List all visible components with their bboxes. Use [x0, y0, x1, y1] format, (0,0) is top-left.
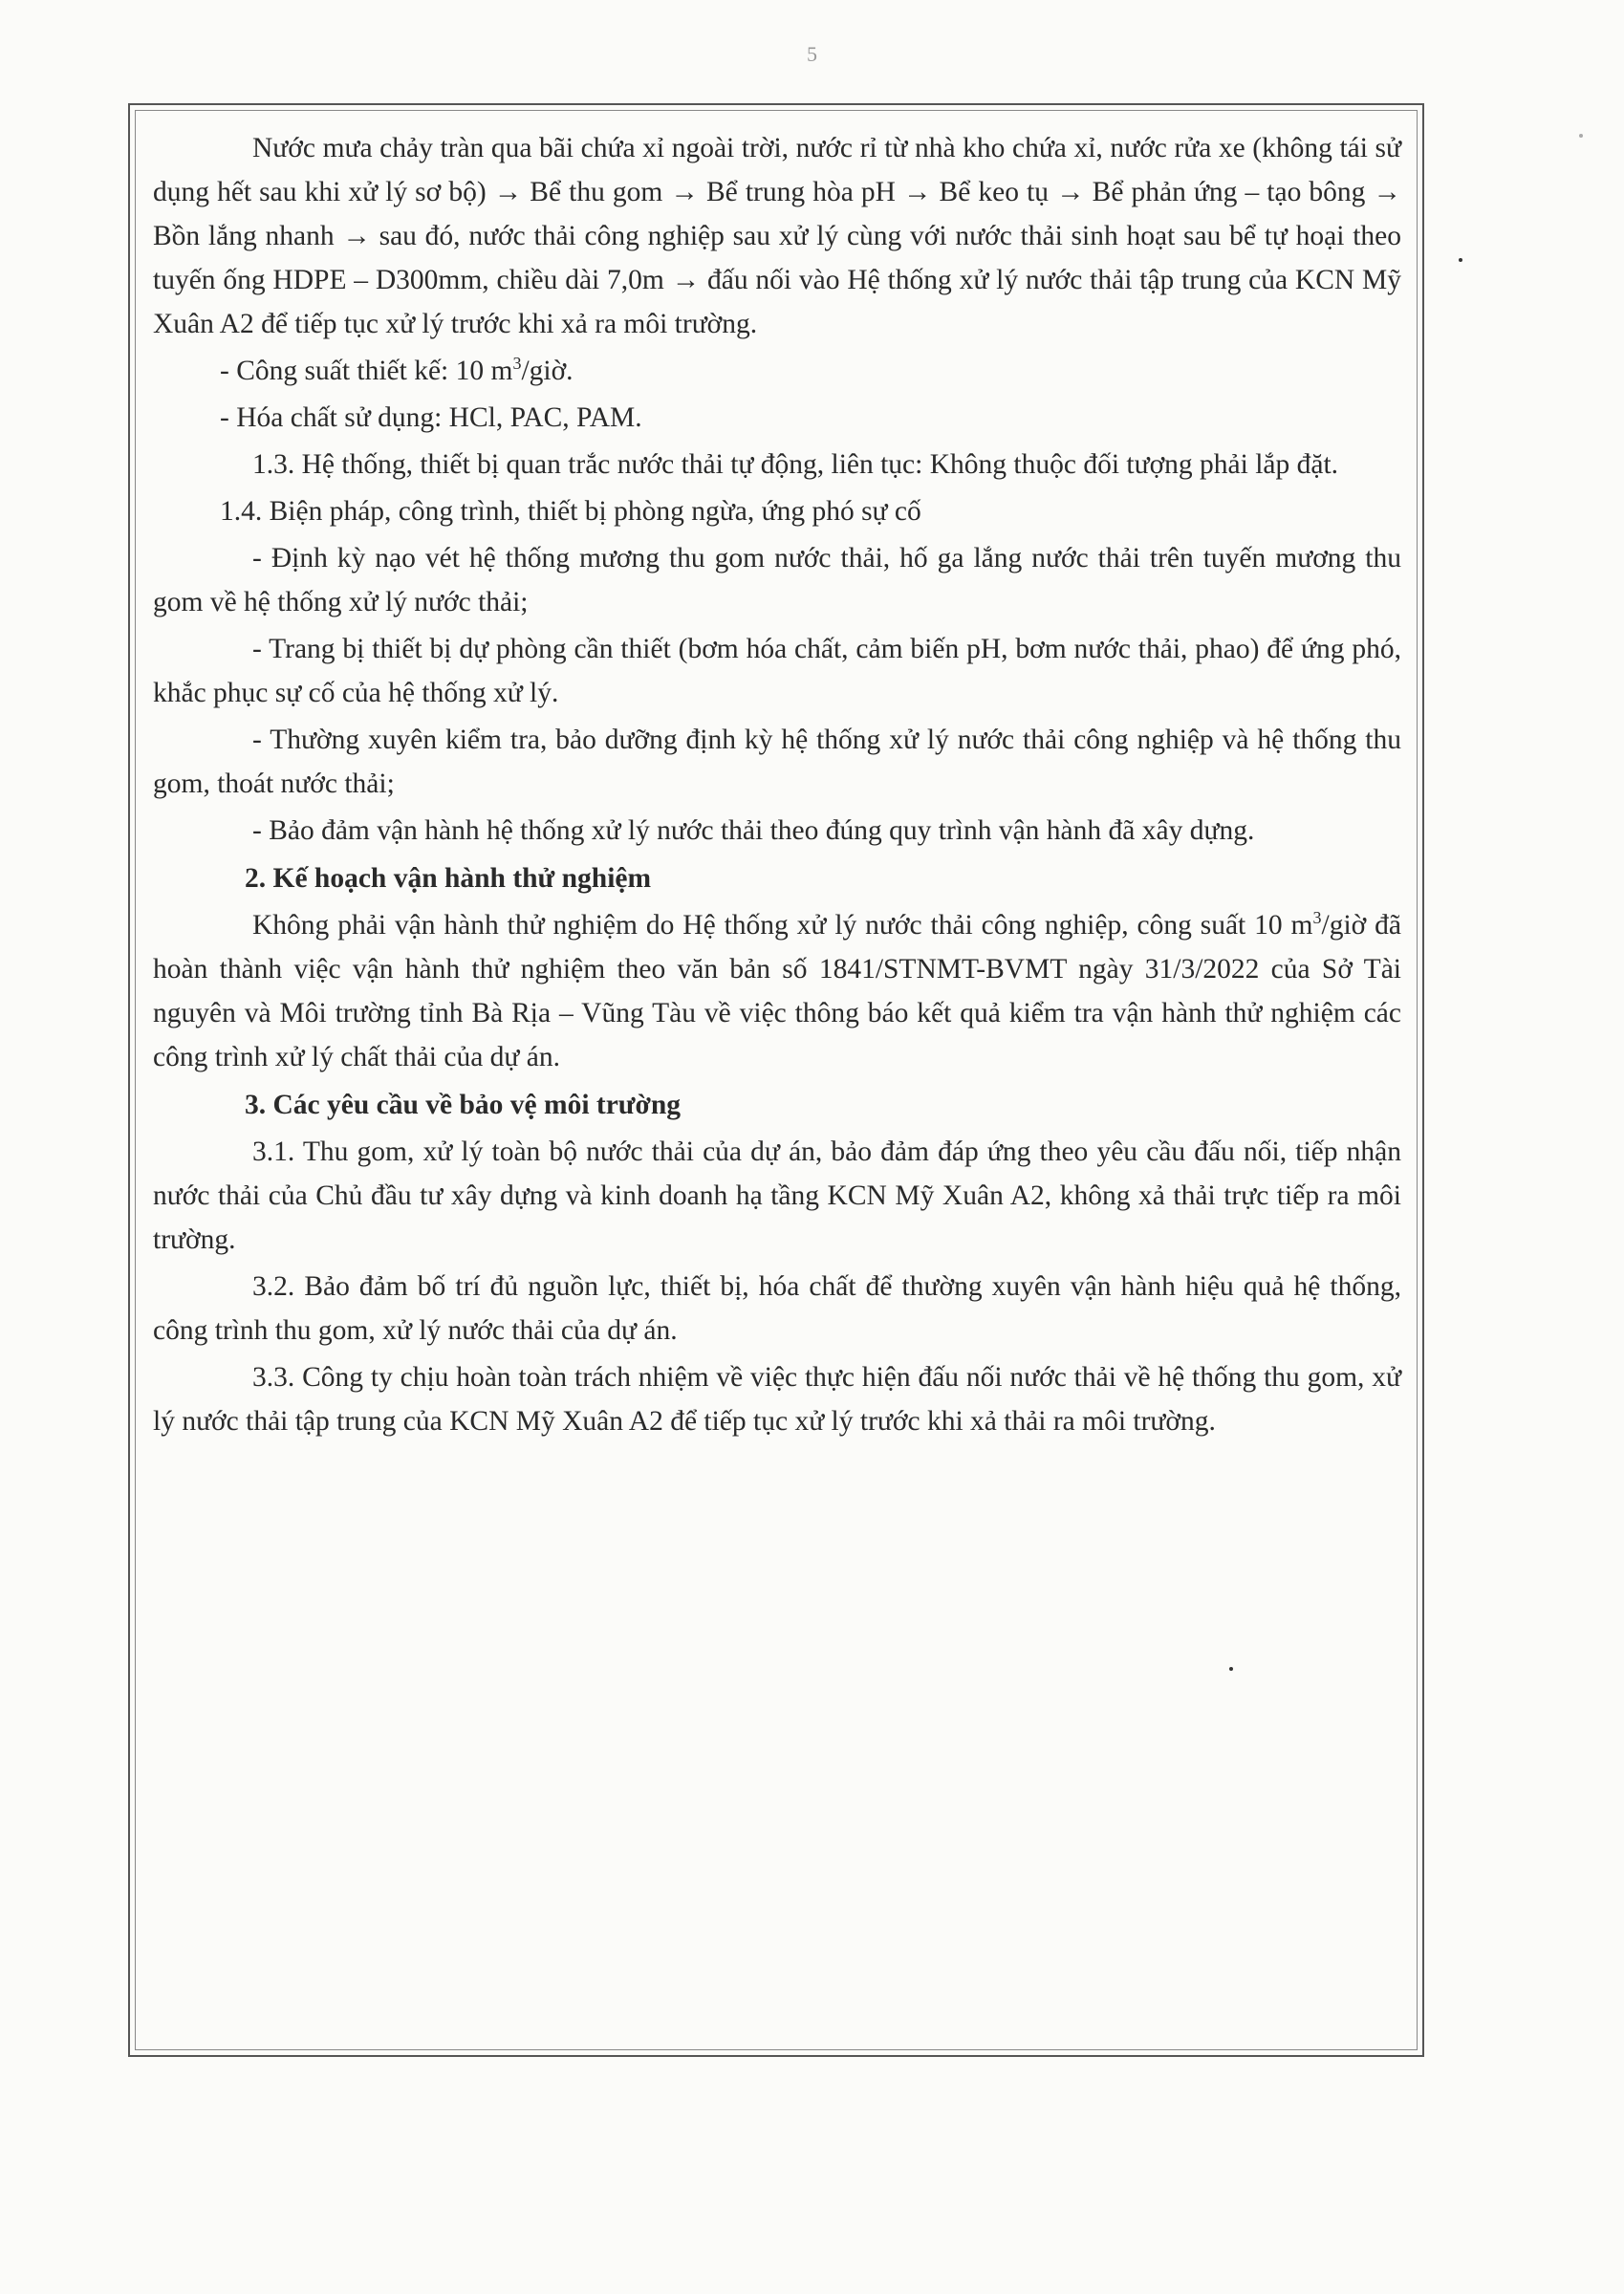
section-2-text: [153, 903, 1401, 1079]
wastewater-flow-paragraph: Nước mưa chảy tràn qua bãi chứa xỉ ngoài trời, nước rỉ từ nhà kho chứa xỉ, nước rửa xe (không tái sử dụng hết sau khi xử lý sơ bộ) → Bể thu gom → Bể trung hòa pH → Bể keo tụ → Bể phản ứng – tạo bông → Bồn lắng nhanh → sau đó, nước thải công nghiệp sau xử lý cùng với nước thải sinh hoạt sau bể tự hoại theo tuyến ống HDPE – D300mm, chiều dài 7,0m → đấu nối vào Hệ thống xử lý nước thải tập trung của KCN Mỹ Xuân A2 để tiếp tục xử lý trước khi xả ra môi trường.: [153, 133, 1401, 339]
prevention-title: 1.4. Biện pháp, công trình, thiết bị phòng ngừa, ứng phó sự cố: [220, 496, 921, 527]
section-3-heading: 3. Các yêu cầu về bảo vệ môi trường: [245, 1090, 681, 1120]
section-2-superscript: 3: [1312, 908, 1322, 928]
scan-speck: [1459, 258, 1462, 262]
capacity-superscript: 3: [512, 354, 522, 374]
chemicals-used: - Hóa chất sử dụng: HCl, PAC, PAM.: [220, 402, 642, 433]
monitoring-system: 1.3. Hệ thống, thiết bị quan trắc nước thải tự động, liên tục: Không thuộc đối tượng phải lắp đặt.: [252, 449, 1339, 480]
prevention-item: - Định kỳ nạo vét hệ thống mương thu gom nước thải, hố ga lắng nước thải trên tuyến mương thu gom về hệ thống xử lý nước thải;: [153, 543, 1401, 617]
page-number: 5: [807, 42, 817, 66]
section-2-heading: 2. Kế hoạch vận hành thử nghiệm: [245, 863, 652, 894]
prevention-item: - Trang bị thiết bị dự phòng cần thiết (bơm hóa chất, cảm biến pH, bơm nước thải, phao) để ứng phó, khắc phục sự cố của hệ thống xử lý.: [153, 634, 1401, 708]
section-3-item: 3.1. Thu gom, xử lý toàn bộ nước thải của dự án, bảo đảm đáp ứng theo yêu cầu đấu nối, tiếp nhận nước thải của Chủ đầu tư xây dựng và kinh doanh hạ tầng KCN Mỹ Xuân A2, không xả thải trực tiếp ra môi trường.: [153, 1136, 1401, 1255]
prevention-item: - Thường xuyên kiểm tra, bảo dưỡng định kỳ hệ thống xử lý nước thải công nghiệp và hệ thống thu gom, thoát nước thải;: [153, 725, 1401, 799]
scan-speck: [1229, 1667, 1233, 1671]
capacity-prefix: - Công suất thiết kế: 10 m: [220, 356, 513, 386]
section-3-item: 3.2. Bảo đảm bố trí đủ nguồn lực, thiết bị, hóa chất để thường xuyên vận hành hiệu quả hệ thống, công trình thu gom, xử lý nước thải của dự án.: [153, 1271, 1401, 1346]
section-2-text-suffix: /giờ đã hoàn thành việc vận hành thử nghiệm theo văn bản số 1841/STNMT-BVMT ngày 31/3/2022 của Sở Tài nguyên và Môi trường tỉnh Bà Rịa – Vũng Tàu về việc thông báo kết quả kiểm tra vận hành thử nghiệm các công trình xử lý chất thải của dự án.: [153, 910, 1401, 1072]
section-3-item: 3.3. Công ty chịu hoàn toàn trách nhiệm về việc thực hiện đấu nối nước thải về hệ thống thu gom, xử lý nước thải tập trung của KCN Mỹ Xuân A2 để tiếp tục xử lý trước khi xả thải ra môi trường.: [153, 1362, 1401, 1437]
document-body: [153, 126, 1401, 1446]
scan-speck: [1579, 134, 1583, 138]
capacity-suffix: /giờ.: [521, 356, 574, 386]
design-capacity: [153, 349, 1401, 393]
prevention-item: - Bảo đảm vận hành hệ thống xử lý nước thải theo đúng quy trình vận hành đã xây dựng.: [252, 815, 1255, 846]
section-2-text-prefix: Không phải vận hành thử nghiệm do Hệ thống xử lý nước thải công nghiệp, công suất 10 m: [252, 910, 1313, 941]
